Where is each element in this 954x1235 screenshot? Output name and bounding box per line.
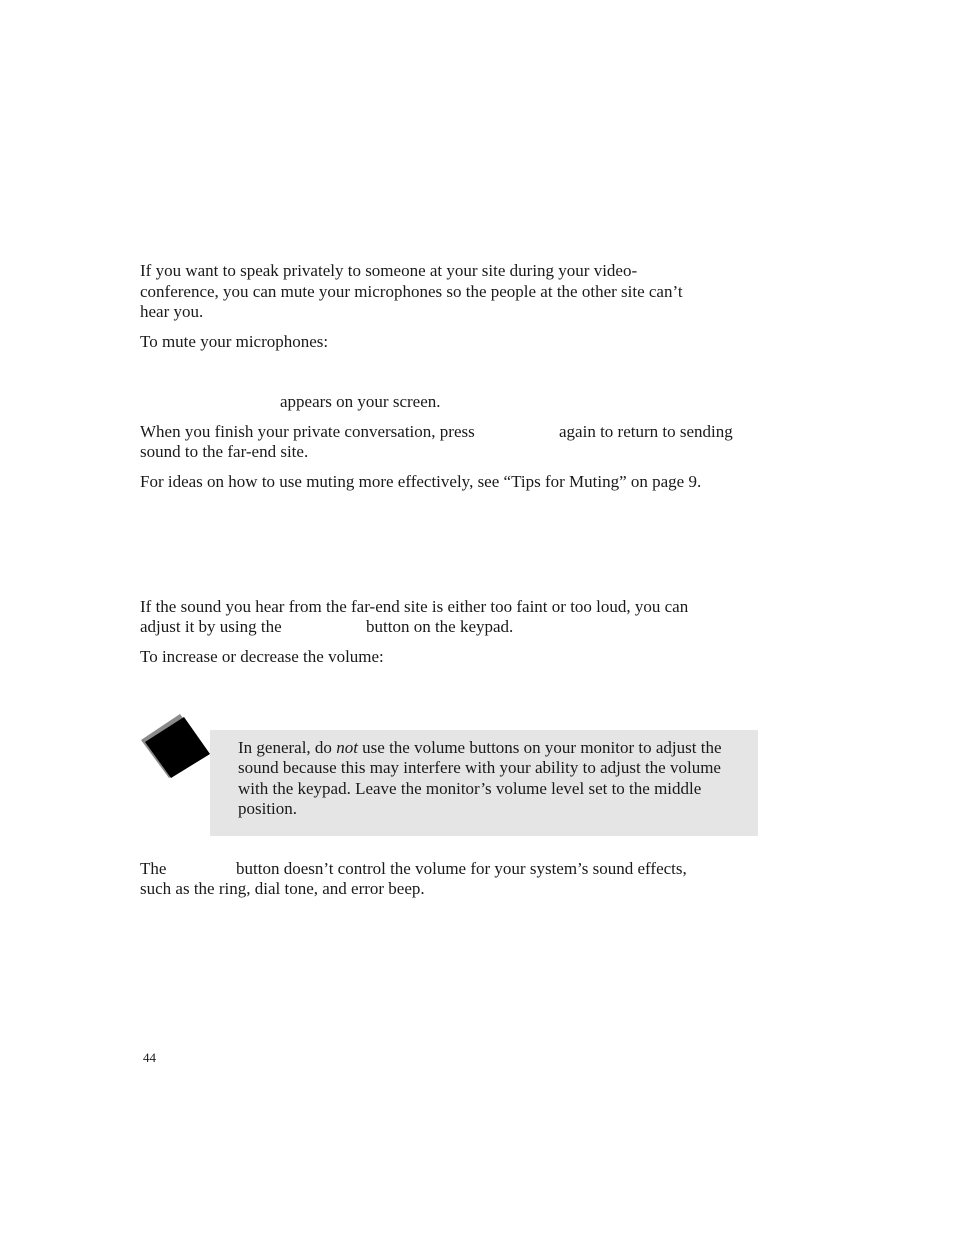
note-text-emphasis: not (336, 738, 358, 757)
muting-tips: For ideas on how to use muting more effectively, see “Tips for Muting” on page 9. (140, 472, 702, 491)
page-number: 44 (143, 1050, 156, 1065)
muting-intro-line-3: hear you. (140, 302, 204, 321)
volume-how-to: To increase or decrease the volume: (140, 647, 384, 666)
volume-intro-line-1: If the sound you hear from the far-end site is either too faint or too loud, you can (140, 597, 689, 616)
volume-footer-line-1-after: button doesn’t control the volume for your system’s sound effects, (236, 859, 687, 878)
muting-finish-line-1-after: again to return to sending (559, 422, 733, 441)
muting-how-to: To mute your microphones: (140, 332, 329, 351)
note-icon (138, 712, 214, 782)
note-text-after: use the volume buttons on your monitor to adjust the sound because this may interfere with your ability to adjust the volume with the keypad. Leave the monitor’s volume level set to the middle position. (238, 738, 722, 818)
mute-screen-message: appears on your screen. (280, 392, 441, 411)
volume-intro-line-2-before: adjust it by using the (140, 617, 282, 636)
note-text (238, 738, 738, 819)
volume-footer-line-1-before: The (140, 859, 167, 878)
volume-intro-line-2-after: button on the keypad. (366, 617, 514, 636)
note-box (210, 730, 758, 836)
muting-intro-line-2: conference, you can mute your microphones so the people at the other site can’t (140, 282, 683, 301)
muting-finish-line-2: sound to the far-end site. (140, 442, 309, 461)
volume-footer-line-2: such as the ring, dial tone, and error beep. (140, 879, 425, 898)
note-text-before: In general, do (238, 738, 337, 757)
muting-finish-line-1-before: When you finish your private conversation, press (140, 422, 475, 441)
muting-intro-line-1: If you want to speak privately to someone at your site during your video- (140, 261, 638, 280)
